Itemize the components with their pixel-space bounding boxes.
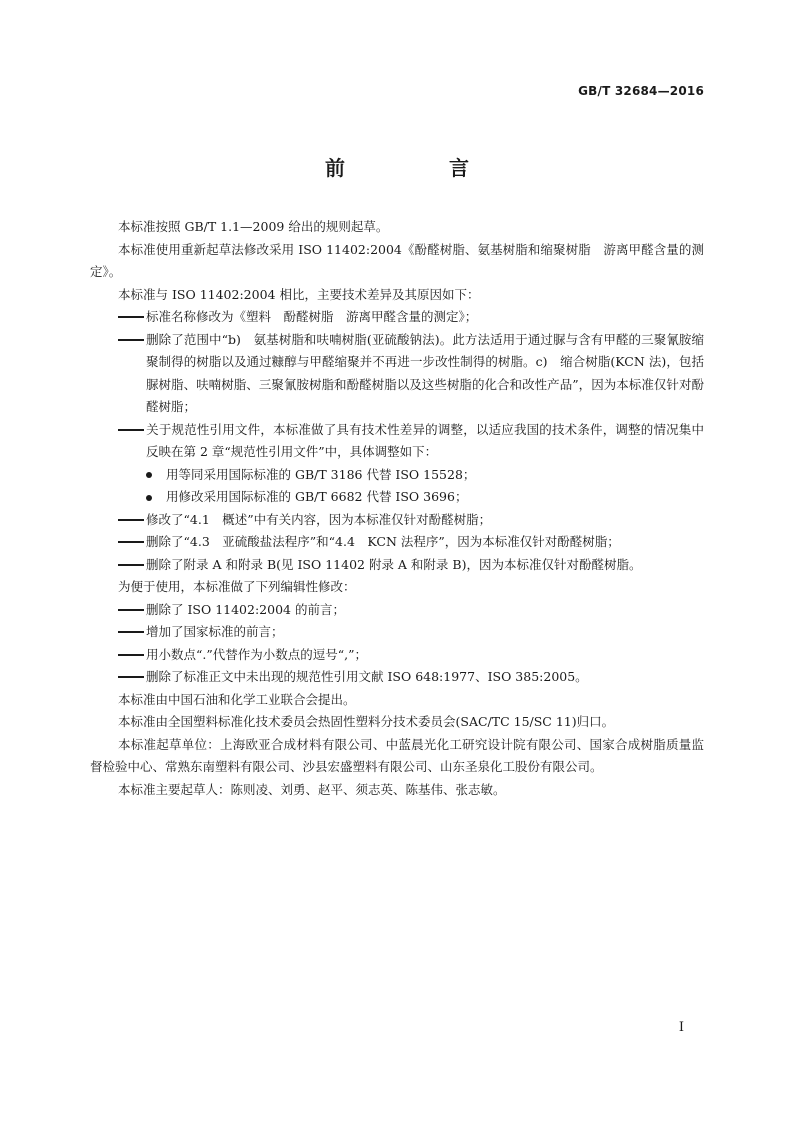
- dash-item-text: 删除了 ISO 11402:2004 的前言；: [146, 601, 345, 617]
- paragraph: 本标准起草单位：上海欧亚合成材料有限公司、中蓝晨光化工研究设计院有限公司、国家合成树脂质量监督检验中心、常熟东南塑料有限公司、沙县宏盛塑料有限公司、山东圣泉化工股份有限公司。: [90, 736, 704, 774]
- dash-item-text: 删除了范围中“b) 氨基树脂和呋喃树脂(亚硫酸钠法)。此方法适用于通过脲与含有甲醛的三聚氰胺缩聚制得的树脂以及通过糠醇与甲醛缩聚并不再进一步改性制得的树脂。c) 缩合树脂(KCN 法)，包括脲树脂、呋喃树脂、三聚氰胺树脂和酚醛树脂以及这些树脂的化合和改性产品”，因为本标准仅针对酚醛树脂；: [146, 331, 704, 414]
- dash-item-text: 用小数点“.”代替作为小数点的逗号“,”；: [146, 646, 368, 662]
- dash-marker: [118, 316, 144, 319]
- dash-item-text: 删除了标准正文中未出现的规范性引用文献 ISO 648:1977、ISO 385:2005。: [146, 669, 588, 684]
- paragraph: 为便于使用，本标准做了下列编辑性修改：: [118, 579, 356, 594]
- page-number: I: [678, 1020, 684, 1035]
- dash-item-text: 修改了“4.1 概述”中有关内容，因为本标准仅针对酚醛树脂；: [146, 511, 492, 527]
- dash-item: [90, 644, 704, 667]
- dash-item: [90, 509, 704, 532]
- paragraph: 本标准按照 GB/T 1.1—2009 给出的规则起草。: [118, 219, 389, 234]
- dash-marker: [118, 609, 144, 612]
- paragraph: 本标准主要起草人：陈则凌、刘勇、赵平、须志英、陈基伟、张志敏。: [118, 781, 506, 797]
- dash-item: [90, 621, 704, 644]
- paragraph: 本标准由全国塑料标准化技术委员会热固性塑料分技术委员会(SAC/TC 15/SC 11)归口。: [118, 714, 615, 729]
- dash-item: [90, 599, 704, 622]
- paragraph: 本标准由中国石油和化学工业联合会提出。: [118, 691, 356, 707]
- dash-item-text: 关于规范性引用文件，本标准做了具有技术性差异的调整，以适应我国的技术条件，调整的情况集中反映在第 2 章“规范性引用文件”中，具体调整如下：: [146, 421, 704, 459]
- dash-item: [90, 531, 704, 554]
- bullet-dot-icon: [146, 472, 152, 478]
- dash-marker: [118, 631, 144, 634]
- dash-item: [90, 329, 704, 419]
- bullet-item-text: 用修改采用国际标准的 GB/T 6682 代替 ISO 3696；: [166, 489, 468, 504]
- dash-marker: [118, 339, 144, 342]
- bullet-item: [90, 486, 704, 509]
- bullet-item: [90, 464, 704, 487]
- dash-item: [90, 666, 704, 689]
- paragraph: 本标准与 ISO 11402:2004 相比，主要技术差异及其原因如下：: [118, 286, 480, 302]
- dash-item-text: 增加了国家标准的前言；: [146, 624, 284, 639]
- dash-marker: [118, 519, 144, 522]
- dash-marker: [118, 654, 144, 657]
- dash-item: [90, 419, 704, 464]
- page-title: 前 言: [325, 156, 511, 180]
- bullet-dot-icon: [146, 495, 152, 501]
- dash-marker: [118, 564, 144, 567]
- dash-item-text: 删除了“4.3 亚硫酸盐法程序”和“4.4 KCN 法程序”，因为本标准仅针对酚醛树脂；: [146, 534, 620, 549]
- dash-item: [90, 554, 704, 577]
- dash-item: [90, 306, 704, 329]
- dash-marker: [118, 541, 144, 544]
- standard-code: GB/T 32684—2016: [578, 84, 704, 98]
- foreword-body: [90, 216, 704, 801]
- bullet-item-text: 用等同采用国际标准的 GB/T 3186 代替 ISO 15528；: [166, 466, 476, 482]
- paragraph: 本标准使用重新起草法修改采用 ISO 11402:2004《酚醛树脂、氨基树脂和缩聚树脂 游离甲醛含量的测定》。: [90, 241, 704, 279]
- dash-marker: [118, 676, 144, 679]
- dash-item-text: 标准名称修改为《塑料 酚醛树脂 游离甲醛含量的测定》；: [146, 309, 478, 324]
- dash-item-text: 删除了附录 A 和附录 B(见 ISO 11402 附录 A 和附录 B)，因为本标准仅针对酚醛树脂。: [146, 556, 642, 572]
- dash-marker: [118, 429, 144, 432]
